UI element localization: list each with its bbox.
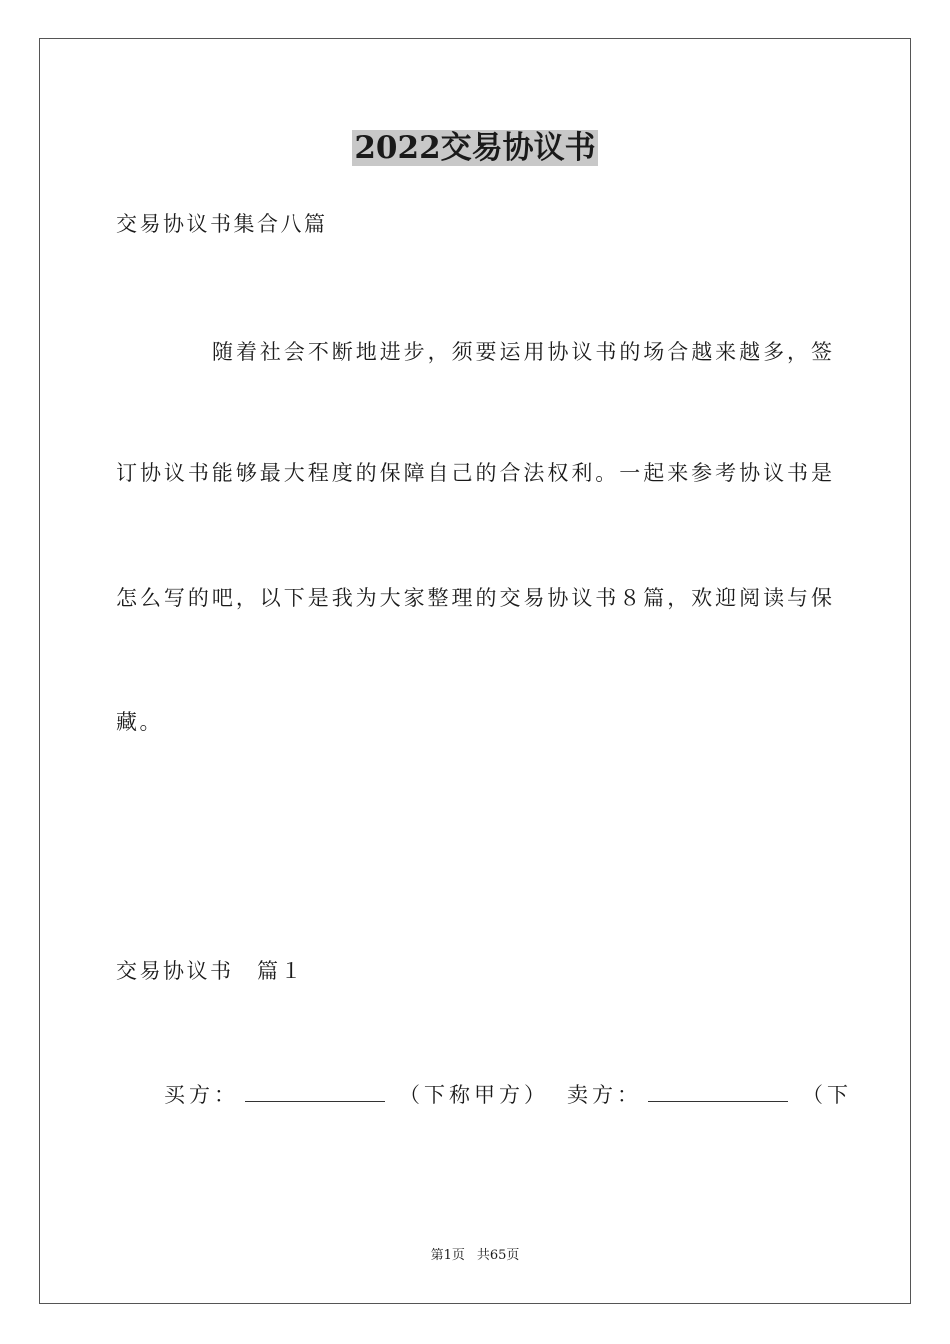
seller-name-field[interactable]	[648, 1081, 788, 1102]
page-number-total: 共65页	[476, 1248, 520, 1263]
intro-line-2: 订协议书能够最大程度的保障自己的合法权利。一起来参考协议书是	[116, 461, 832, 485]
buyer-note: （下称甲方）	[399, 1083, 549, 1107]
page-footer	[0, 1247, 950, 1265]
page-number-current: 第1页	[430, 1248, 465, 1263]
document-title-text: 2022交易协议书	[354, 130, 596, 166]
document-title	[0, 128, 950, 168]
parties-line	[164, 1080, 852, 1110]
intro-line-1: 随着社会不断地进步，须要运用协议书的场合越来越多，签	[212, 340, 832, 364]
intro-line-3: 怎么写的吧，以下是我为大家整理的交易协议书８篇，欢迎阅读与保	[116, 586, 832, 610]
buyer-label: 买方：	[164, 1083, 239, 1107]
seller-label: 卖方：	[567, 1083, 642, 1107]
section-heading: 交易协议书 篇１	[116, 959, 304, 983]
document-subtitle: 交易协议书集合八篇	[116, 212, 328, 236]
buyer-name-field[interactable]	[245, 1081, 385, 1102]
seller-note: （下	[802, 1083, 852, 1107]
intro-line-4: 藏。	[116, 710, 163, 734]
